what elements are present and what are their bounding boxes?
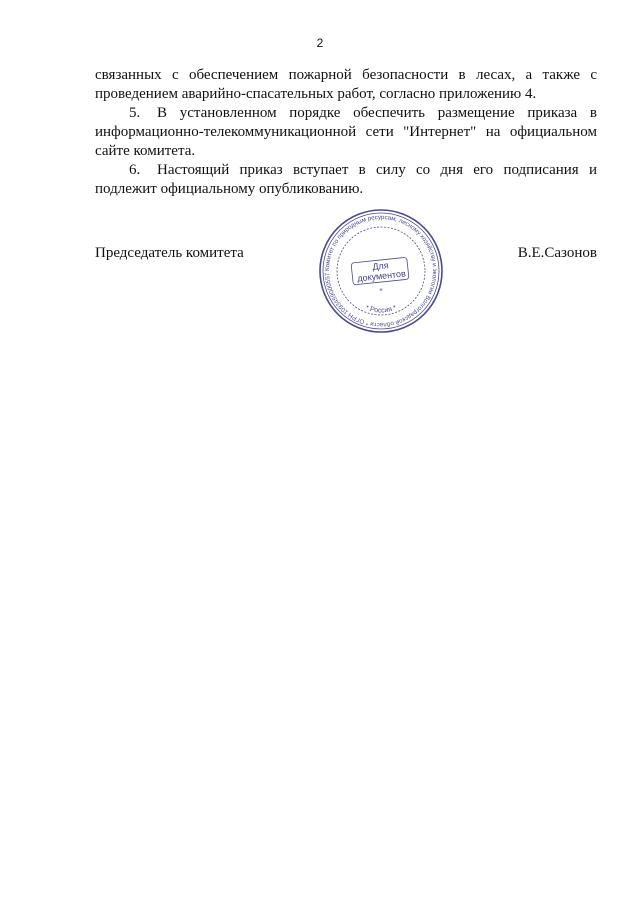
page-number: 2 (316, 36, 324, 50)
document-body (95, 66, 597, 199)
seal-center-text-line2: документов (356, 268, 407, 284)
item-6-number: 6. (129, 162, 141, 178)
signatory-name: В.Е.Сазонов (517, 245, 597, 261)
continuation-paragraph: связанных с обеспечением пожарной безопасности в лесах, а также с проведением аварийно-спасательных работ, согласно приложению 4. (95, 67, 597, 102)
seal-center-text-line1: Для (371, 260, 390, 272)
seal-bottom-text: * Россия * (364, 304, 398, 315)
seal-ring-text: Комитет по природным ресурсам, лесному хозяйству и экологии Волгоградской области * ОГРН 1093459000557 (323, 213, 439, 329)
item-6-text: Настоящий приказ вступает в силу со дня его подписания и подлежит официальному опубликованию. (95, 162, 597, 197)
seal-star-icon: * (379, 287, 383, 295)
item-5-number: 5. (129, 105, 141, 121)
item-6-paragraph (95, 161, 597, 199)
item-5-text: В установленном порядке обеспечить размещение приказа в информационно-телекоммуникационной сети "Интернет" на официальном сайте комитета. (95, 105, 597, 159)
official-seal-stamp (318, 208, 444, 334)
signatory-title: Председатель комитета (95, 245, 244, 261)
item-5-paragraph (95, 104, 597, 161)
